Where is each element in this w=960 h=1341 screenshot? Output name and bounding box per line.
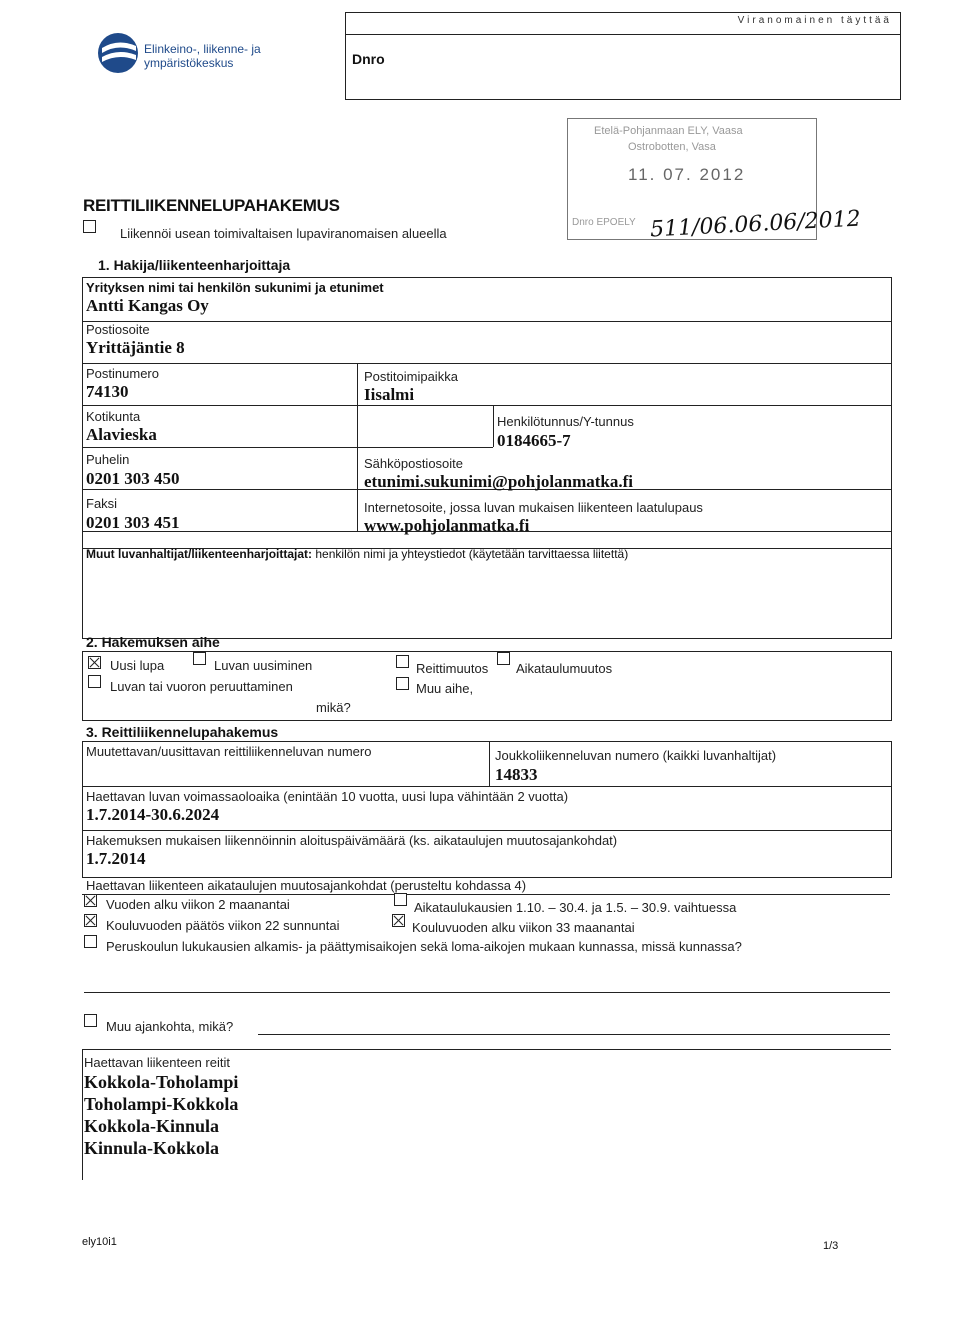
company-name-label: Yrityksen nimi tai henkilön sukunimi ja etunimet xyxy=(86,280,384,295)
validity-label: Haettavan luvan voimassaoloaika (enintään 10 vuotta, uusi lupa vähintään 2 vuotta) xyxy=(86,789,569,804)
fax-label: Faksi xyxy=(86,496,118,511)
ely-logo-icon xyxy=(96,30,140,76)
city-value: Iisalmi xyxy=(364,385,415,404)
which-label: mikä? xyxy=(316,700,351,715)
business-id-label: Henkilötunnus/Y-tunnus xyxy=(497,414,634,429)
applicant-box xyxy=(82,277,892,639)
renewal-label: Luvan uusiminen xyxy=(214,658,313,673)
start-date-value: 1.7.2014 xyxy=(86,849,146,868)
city-label: Postitoimipaikka xyxy=(364,369,458,384)
section3-title: 3. Reittiliikennelupahakemus xyxy=(86,724,279,740)
form-title: REITTILIIKENNELUPAHAKEMUS xyxy=(83,196,340,215)
phone-value: 0201 303 450 xyxy=(86,469,180,488)
multi-authority-label: Liikennöi usean toimivaltaisen lupaviranomaisen alueella xyxy=(120,226,447,241)
stamp-dnro-label: Dnro EPOELY xyxy=(572,217,636,228)
school-start-checkbox[interactable] xyxy=(392,914,405,927)
postcode-value: 74130 xyxy=(86,382,129,401)
municipality-value: Alavieska xyxy=(86,425,157,444)
cancel-label: Luvan tai vuoron peruuttaminen xyxy=(110,679,293,694)
authority-box xyxy=(345,12,901,100)
routes-label: Haettavan liikenteen reitit xyxy=(84,1055,230,1070)
renewal-checkbox[interactable] xyxy=(193,652,206,665)
primary-school-line xyxy=(84,992,890,993)
other-time-label: Muu ajankohta, mikä? xyxy=(106,1019,234,1034)
page-number: 1/3 xyxy=(823,1240,839,1252)
coach-number-label: Joukkoliikenneluvan numero (kaikki luvanhaltijat) xyxy=(495,748,777,763)
other-holders-label-rest: henkilön nimi ja yhteystiedot (käytetään tarvittaessa liitettä) xyxy=(315,547,629,561)
postcode-label: Postinumero xyxy=(86,366,159,381)
authority-fill-label: Viranomainen täyttää xyxy=(737,15,892,26)
changed-number-label: Muutettavan/uusittavan reittiliikenneluvan numero xyxy=(86,744,372,759)
email-value: etunimi.sukunimi@pohjolanmatka.fi xyxy=(364,472,633,491)
section1-title: 1. Hakija/liikenteenharjoittaja xyxy=(98,257,291,273)
stamp-date: 11. 07. 2012 xyxy=(628,165,746,184)
fax-value: 0201 303 451 xyxy=(86,513,180,532)
timetable-change-label: Aikataulumuutos xyxy=(516,661,613,676)
address-label: Postiosoite xyxy=(86,322,150,337)
handwritten-dnro: 511/06.06.06/2012 xyxy=(649,206,862,243)
web-value: www.pohjolanmatka.fi xyxy=(364,516,530,535)
municipality-label: Kotikunta xyxy=(86,409,141,424)
section2-title: 2. Hakemuksen aihe xyxy=(86,634,220,650)
phone-label: Puhelin xyxy=(86,452,130,467)
validity-value: 1.7.2014-30.6.2024 xyxy=(86,805,220,824)
multi-authority-checkbox[interactable] xyxy=(83,220,96,233)
other-time-line xyxy=(258,1034,890,1035)
business-id-value: 0184665-7 xyxy=(497,431,571,450)
logo-text-line1: Elinkeino-, liikenne- ja xyxy=(144,42,261,56)
address-value: Yrittäjäntie 8 xyxy=(86,338,185,357)
stamp-line2: Ostrobotten, Vasa xyxy=(628,141,716,153)
route-change-checkbox[interactable] xyxy=(396,655,409,668)
cancel-checkbox[interactable] xyxy=(88,675,101,688)
timetable-season-label: Aikataulukausien 1.10. – 30.4. ja 1.5. – 30.9. vaihtuessa xyxy=(414,900,737,915)
other-holders-label xyxy=(86,547,628,561)
route-change-label: Reittimuutos xyxy=(416,661,489,676)
coach-number-value: 14833 xyxy=(495,765,538,784)
other-holders-label-bold: Muut luvanhaltijat/liikenteenharjoittajat: xyxy=(86,547,313,561)
school-end-checkbox[interactable] xyxy=(84,914,97,927)
timetable-change-checkbox[interactable] xyxy=(497,652,510,665)
week2-label: Vuoden alku viikon 2 maanantai xyxy=(106,897,290,912)
other-subject-checkbox[interactable] xyxy=(396,677,409,690)
ely-logo xyxy=(96,30,261,80)
new-permit-label: Uusi lupa xyxy=(110,658,165,673)
other-subject-label: Muu aihe, xyxy=(416,681,474,696)
email-label: Sähköpostiosoite xyxy=(364,456,464,471)
primary-school-label: Peruskoulun lukukausien alkamis- ja päättymisaikojen sekä loma-aikojen mukaan kunnassa, missä kunnassa? xyxy=(106,939,742,954)
timetable-season-checkbox[interactable] xyxy=(394,893,407,906)
start-date-label: Hakemuksen mukaisen liikennöinnin aloituspäivämäärä (ks. aikataulujen muutosajankohdat) xyxy=(86,833,618,848)
web-label: Internetosoite, jossa luvan mukaisen liikenteen laatulupaus xyxy=(364,500,703,515)
logo-text-line2: ympäristökeskus xyxy=(144,56,234,70)
other-time-checkbox[interactable] xyxy=(84,1014,97,1027)
route-item: Kokkola-Toholampi xyxy=(84,1072,239,1092)
route-item: Kinnula-Kokkola xyxy=(84,1138,220,1158)
school-start-label: Kouluvuoden alku viikon 33 maanantai xyxy=(412,920,635,935)
week2-checkbox[interactable] xyxy=(84,894,97,907)
route-item: Kokkola-Kinnula xyxy=(84,1116,220,1136)
dnro-label: Dnro xyxy=(352,51,385,67)
stamp-line1: Etelä-Pohjanmaan ELY, Vaasa xyxy=(594,125,743,137)
company-name: Antti Kangas Oy xyxy=(86,296,209,315)
route-item: Toholampi-Kokkola xyxy=(84,1094,239,1114)
new-permit-checkbox[interactable] xyxy=(88,656,101,669)
form-code: ely10i1 xyxy=(82,1236,117,1248)
change-times-label: Haettavan liikenteen aikataulujen muutosajankohdat (perusteltu kohdassa 4) xyxy=(86,878,527,893)
primary-school-checkbox[interactable] xyxy=(84,935,97,948)
school-end-label: Kouluvuoden päätös viikon 22 sunnuntai xyxy=(106,918,340,933)
